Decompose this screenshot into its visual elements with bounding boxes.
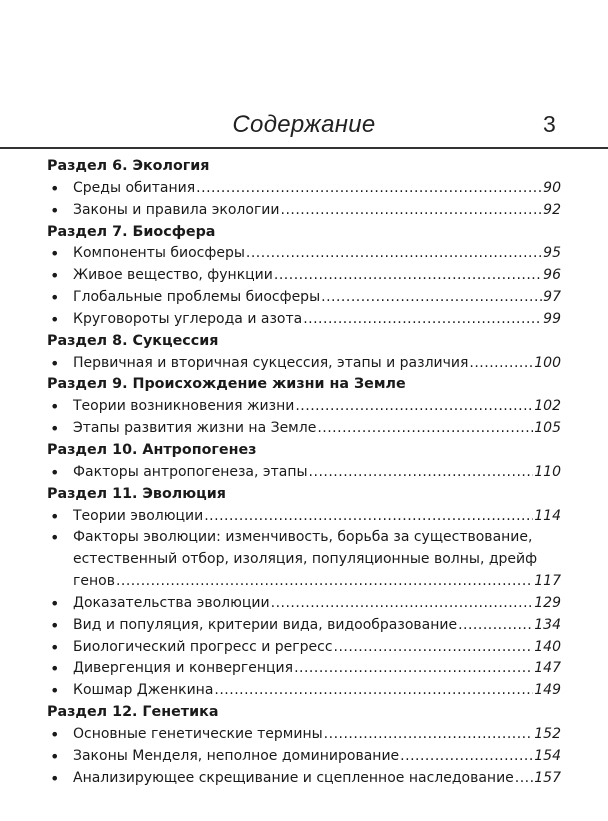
entry-row: [73, 353, 561, 375]
entry-page-number: 97: [543, 289, 561, 306]
toc-entry[interactable]: [47, 724, 563, 746]
page-title: Содержание: [232, 111, 376, 138]
entry-page-number: 134: [534, 616, 561, 633]
toc-entry[interactable]: [47, 418, 563, 440]
page-header: [0, 108, 608, 148]
section-heading: Раздел 7. Биосфера: [47, 223, 216, 240]
entry-title: Законы и правила экологии: [73, 201, 280, 218]
toc-entry[interactable]: [47, 287, 563, 309]
entry-title: генов: [73, 573, 115, 590]
bullet-icon: •: [50, 244, 60, 264]
toc-entry[interactable]: [47, 243, 563, 265]
entry-row: [73, 178, 561, 200]
entry-page-number: 105: [534, 420, 561, 437]
bullet-icon: •: [50, 659, 60, 679]
dot-leader: [246, 243, 542, 265]
entry-title: Вид и популяция, критерии вида, видообразование: [73, 616, 458, 633]
entry-title: Живое вещество, функции: [73, 267, 273, 284]
entry-row: [73, 571, 561, 593]
bullet-icon: •: [50, 681, 60, 701]
entry-page-number: 149: [534, 682, 561, 699]
entry-page-number: 110: [534, 463, 561, 480]
bullet-icon: •: [50, 353, 60, 373]
toc-entry[interactable]: [47, 593, 563, 615]
dot-leader: [324, 724, 534, 746]
toc-entry[interactable]: [47, 506, 563, 528]
dot-leader: [204, 506, 533, 528]
entry-row: [73, 658, 561, 680]
dot-leader: [321, 287, 542, 309]
entry-row: [73, 462, 561, 484]
section-heading: Раздел 10. Антропогенез: [47, 441, 257, 458]
entry-title: Круговороты углерода и азота: [73, 310, 303, 327]
bullet-icon: •: [50, 178, 60, 198]
entry-row: [73, 637, 561, 659]
bullet-icon: •: [50, 288, 60, 308]
toc-entry[interactable]: [47, 768, 563, 790]
bullet-icon: •: [50, 724, 60, 744]
entry-title: Анализирующее скрещивание и сцепленное наследование: [73, 769, 514, 786]
toc-entry[interactable]: [47, 309, 563, 331]
toc-entry[interactable]: [47, 658, 563, 680]
dot-leader: [116, 571, 533, 593]
entry-page-number: 157: [534, 769, 561, 786]
bullet-icon: •: [50, 593, 60, 613]
entry-title: Глобальные проблемы биосферы: [73, 289, 321, 306]
entry-row: [73, 724, 561, 746]
entry-row: [73, 396, 561, 418]
entry-row: [73, 615, 561, 637]
dot-leader: [196, 178, 542, 200]
entry-page-number: 99: [543, 310, 561, 327]
entry-row: [73, 593, 561, 615]
entry-title: Первичная и вторичная сукцессия, этапы и различия: [73, 354, 469, 371]
entry-text-line: естественный отбор, изоляция, популяционные волны, дрейф: [73, 551, 538, 568]
toc-entry[interactable]: [47, 462, 563, 484]
entry-title: Теории эволюции: [73, 507, 204, 524]
bullet-icon: •: [50, 768, 60, 788]
toc-entry[interactable]: [47, 396, 563, 418]
entry-page-number: 95: [543, 245, 561, 262]
entry-title: Доказательства эволюции: [73, 594, 270, 611]
entry-title: Среды обитания: [73, 179, 196, 196]
entry-title: Факторы антропогенеза, этапы: [73, 463, 308, 480]
bullet-icon: •: [50, 266, 60, 286]
dot-leader: [294, 658, 533, 680]
bullet-icon: •: [50, 506, 60, 526]
bullet-icon: •: [50, 528, 60, 548]
toc-entry[interactable]: [47, 637, 563, 659]
bullet-icon: •: [50, 746, 60, 766]
entry-title: Законы Менделя, неполное доминирование: [73, 747, 400, 764]
entry-text-line: Факторы эволюции: изменчивость, борьба за существование,: [73, 529, 533, 546]
section-heading: Раздел 9. Происхождение жизни на Земле: [47, 376, 406, 393]
dot-leader: [334, 637, 534, 659]
entry-page-number: 102: [534, 398, 561, 415]
entry-page-number: 96: [543, 267, 561, 284]
entry-row: [73, 287, 561, 309]
bullet-icon: •: [50, 200, 60, 220]
dot-leader: [271, 593, 534, 615]
toc-entry[interactable]: [47, 680, 563, 702]
section-heading: Раздел 12. Генетика: [47, 704, 219, 721]
dot-leader: [281, 200, 543, 222]
entry-row: [73, 418, 561, 440]
dot-leader: [214, 680, 533, 702]
toc-entry[interactable]: [47, 200, 563, 222]
dot-leader: [458, 615, 533, 637]
page-number: 3: [543, 111, 556, 137]
bullet-icon: •: [50, 309, 60, 329]
bullet-icon: •: [50, 462, 60, 482]
entry-row: [73, 243, 561, 265]
entry-page-number: 117: [534, 573, 561, 590]
entry-page-number: 114: [534, 507, 561, 524]
entry-title: Кошмар Дженкина: [73, 682, 214, 699]
entry-title: Этапы развития жизни на Земле: [73, 420, 317, 437]
section-heading: Раздел 11. Эволюция: [47, 485, 226, 502]
entry-page-number: 129: [534, 594, 561, 611]
entry-page-number: 154: [534, 747, 561, 764]
entry-row: [73, 506, 561, 528]
dot-leader: [274, 265, 542, 287]
bullet-icon: •: [50, 419, 60, 439]
table-of-contents: [47, 156, 563, 789]
bullet-icon: •: [50, 397, 60, 417]
entry-page-number: 147: [534, 660, 561, 677]
entry-row: [73, 200, 561, 222]
entry-page-number: 100: [534, 354, 561, 371]
entry-title: Компоненты биосферы: [73, 245, 245, 262]
entry-title: Биологический прогресс и регресс: [73, 638, 333, 655]
entry-title: Теории возникновения жизни: [73, 398, 295, 415]
entry-row: [73, 265, 561, 287]
bullet-icon: •: [50, 637, 60, 657]
toc-entry[interactable]: [47, 615, 563, 637]
section-heading: Раздел 8. Сукцессия: [47, 332, 219, 349]
entry-title: Дивергенция и конвергенция: [73, 660, 294, 677]
entry-row: [73, 680, 561, 702]
dot-leader: [469, 353, 533, 375]
dot-leader: [309, 462, 534, 484]
dot-leader: [295, 396, 533, 418]
toc-entry[interactable]: [47, 265, 563, 287]
dot-leader: [515, 768, 533, 790]
entry-page-number: 152: [534, 725, 561, 742]
toc-entry[interactable]: [47, 178, 563, 200]
dot-leader: [400, 746, 533, 768]
entry-row: [73, 768, 561, 790]
bullet-icon: •: [50, 615, 60, 635]
entry-title: Основные генетические термины: [73, 725, 323, 742]
toc-entry[interactable]: [47, 527, 563, 593]
dot-leader: [317, 418, 533, 440]
entry-page-number: 92: [543, 201, 561, 218]
toc-entry[interactable]: [47, 353, 563, 375]
entry-page-number: 140: [534, 638, 561, 655]
section-heading: Раздел 6. Экология: [47, 158, 210, 174]
dot-leader: [303, 309, 542, 331]
entry-row: [73, 309, 561, 331]
entry-page-number: 90: [543, 179, 561, 196]
header-rule: [0, 147, 608, 149]
entry-row: [73, 746, 561, 768]
toc-entry[interactable]: [47, 746, 563, 768]
